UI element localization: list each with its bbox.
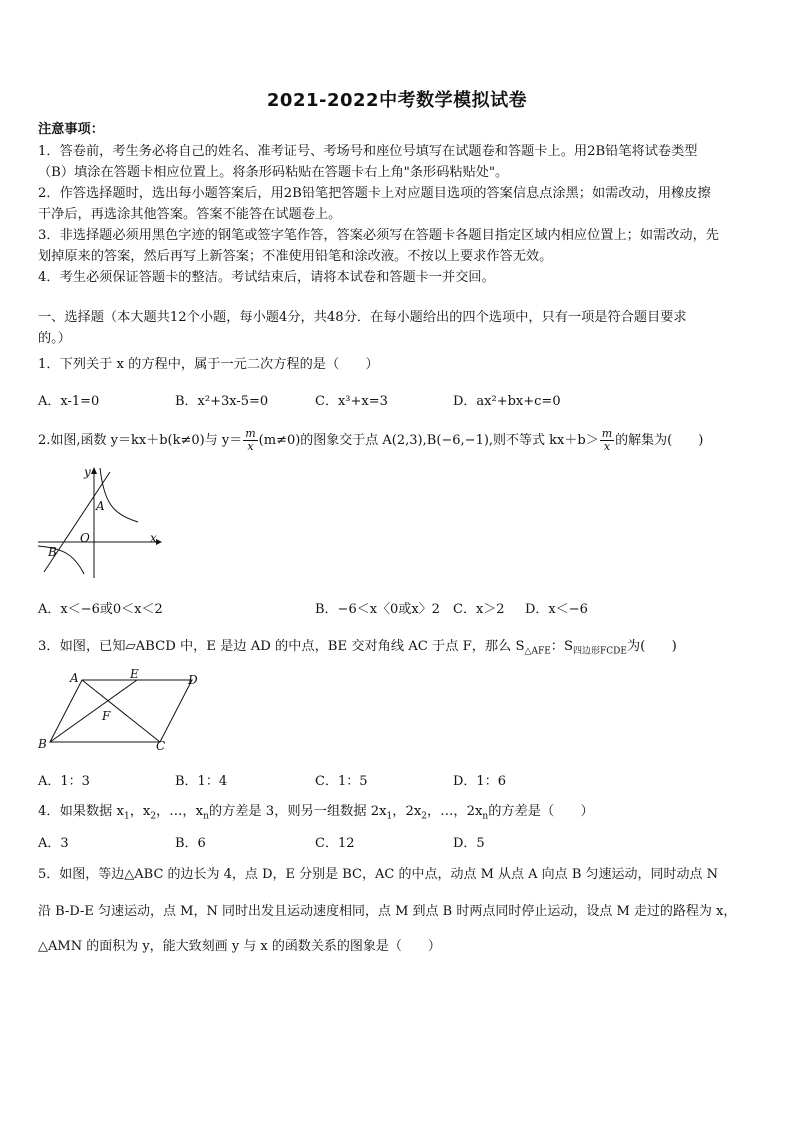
frac-num: m: [245, 427, 256, 440]
q3-stem-part: 为( ): [626, 639, 677, 654]
q3-option-b[interactable]: B．1：4: [175, 774, 228, 789]
fraction-m-over-x: [243, 428, 257, 453]
point-f-label: F: [102, 709, 111, 723]
q4-stem-part: ，x: [129, 804, 151, 819]
fraction-m-over-x: [600, 428, 614, 453]
vertex-a-label: A: [70, 671, 79, 685]
frac-num: m: [601, 427, 613, 440]
q2-stem-part: (m≠0)的图象交于点 A(2,3),B(−6,−1),则不等式 kx＋b＞: [258, 433, 599, 448]
q2-option-b[interactable]: B．−6＜x〈0或x〉2: [315, 602, 440, 617]
point-e-label: E: [130, 667, 139, 681]
q4-stem-part: 4．如果数据 x: [38, 804, 124, 819]
question-3-stem: [38, 635, 677, 657]
q2-stem-part: 2.如图,函数 y＝kx＋b(k≠0)与 y＝: [38, 433, 243, 448]
notice-heading: 注意事项：: [38, 122, 104, 137]
q2-function-graph: [34, 462, 164, 580]
q3-subscript: 四边形FCDE: [573, 646, 627, 657]
notice-line: 4．考生必须保证答题卡的整洁。考试结束后，请将本试卷和答题卡一并交回。: [38, 270, 495, 285]
q4-stem-part: ，…，2x: [427, 804, 483, 819]
q1-option-c[interactable]: C．x³+x=3: [315, 394, 388, 409]
vertex-c-label: C: [156, 739, 166, 753]
x-axis-label: x: [150, 531, 157, 545]
q4-option-a[interactable]: A．3: [38, 836, 69, 851]
q3-stem-part: ：S: [550, 639, 574, 654]
q1-option-b[interactable]: B．x²+3x-5=0: [175, 394, 269, 409]
vertex-d-label: D: [188, 673, 198, 687]
question-5-line: 沿 B-D-E 匀速运动，点 M，N 同时出发且运动速度相同，点 M 到点 B 时两点同时停止运动，设点 M 走过的路程为 x，: [38, 904, 737, 919]
frac-den: x: [247, 440, 254, 453]
page-title: 2021-2022中考数学模拟试卷: [266, 90, 528, 111]
q2-option-c[interactable]: C．x＞2: [453, 602, 505, 617]
q4-stem-part: ，2x: [392, 804, 422, 819]
notice-line: 2．作答选择题时，选出每小题答案后，用2B铅笔把答题卡上对应题目选项的答案信息点涂黑；如需改动，用橡皮擦: [38, 186, 711, 201]
q3-stem-part: 3．如图，已知▱ABCD 中，E 是边 AD 的中点，BE 交对角线 AC 于点 F，那么 S: [38, 639, 525, 654]
q4-stem-part: ，…，x: [156, 804, 204, 819]
x-axis-arrow: [156, 539, 162, 545]
vertex-b-label: B: [38, 737, 47, 751]
question-2-stem: [38, 428, 703, 453]
hyperbola-branch-right: [100, 468, 138, 522]
q4-stem-part: 的方差是（ ）: [488, 804, 594, 819]
section-heading: 一、选择题（本大题共12个小题，每小题4分，共48分．在每小题给出的四个选项中，只有一项是符合题目要求: [38, 310, 687, 325]
notice-line: 1．答卷前，考生务必将自己的姓名、准考证号、考场号和座位号填写在试题卷和答题卡上。用2B铅笔将试卷类型: [38, 144, 698, 159]
q4-option-c[interactable]: C．12: [315, 836, 355, 851]
q4-option-b[interactable]: B．6: [175, 836, 206, 851]
q3-parallelogram-figure: [36, 668, 206, 754]
question-1-stem: 1．下列关于 x 的方程中，属于一元二次方程的是（ ）: [38, 357, 379, 372]
q4-subscript: n: [482, 811, 489, 822]
point-b-label: B: [48, 545, 57, 559]
q3-option-a[interactable]: A．1：3: [38, 774, 90, 789]
y-axis-label: y: [84, 465, 91, 479]
q3-subscript: △AFE: [524, 646, 551, 657]
q4-option-d[interactable]: D．5: [453, 836, 485, 851]
q4-subscript: 1: [386, 811, 393, 822]
point-a-label: A: [96, 499, 105, 513]
notice-line: 干净后，再选涂其他答案。答案不能答在试题卷上。: [38, 207, 342, 222]
frac-den: x: [603, 440, 611, 453]
q4-subscript: 1: [123, 811, 130, 822]
q2-option-a[interactable]: A．x＜−6或0＜x＜2: [38, 602, 163, 617]
question-5-line: 5．如图，等边△ABC 的边长为 4，点 D，E 分别是 BC，AC 的中点，动点 M 从点 A 向点 B 匀速运动，同时动点 N: [38, 867, 719, 882]
notice-line: 3．非选择题必须用黑色字迹的钢笔或签字笔作答，答案必须写在答题卡各题目指定区域内相应位置上；如需改动，先: [38, 228, 719, 243]
q2-option-d[interactable]: D．x＜−6: [525, 602, 588, 617]
q4-subscript: n: [203, 811, 209, 822]
question-5-line: △AMN 的面积为 y，能大致刻画 y 与 x 的函数关系的图象是（ ）: [38, 939, 441, 954]
origin-label: O: [80, 531, 90, 545]
y-axis-arrow: [91, 467, 97, 474]
q4-subscript: 2: [150, 811, 157, 822]
q3-option-d[interactable]: D．1：6: [453, 774, 506, 789]
q3-option-c[interactable]: C．1：5: [315, 774, 368, 789]
question-4-stem: [38, 800, 594, 822]
q4-stem-part: 的方差是 3，则另一组数据 2x: [208, 804, 387, 819]
q4-subscript: 2: [421, 811, 428, 822]
q1-option-d[interactable]: D．ax²+bx+c=0: [453, 394, 561, 409]
notice-line: （B）填涂在答题卡相应位置上。将条形码粘贴在答题卡右上角"条形码粘贴处"。: [38, 165, 509, 180]
q2-stem-part: 的解集为( ): [615, 433, 704, 448]
section-heading-cont: 的。）: [38, 331, 71, 346]
notice-line: 划掉原来的答案，然后再写上新答案；不准使用铅笔和涂改液。不按以上要求作答无效。: [38, 249, 553, 264]
q1-option-a[interactable]: A．x-1=0: [38, 394, 100, 409]
